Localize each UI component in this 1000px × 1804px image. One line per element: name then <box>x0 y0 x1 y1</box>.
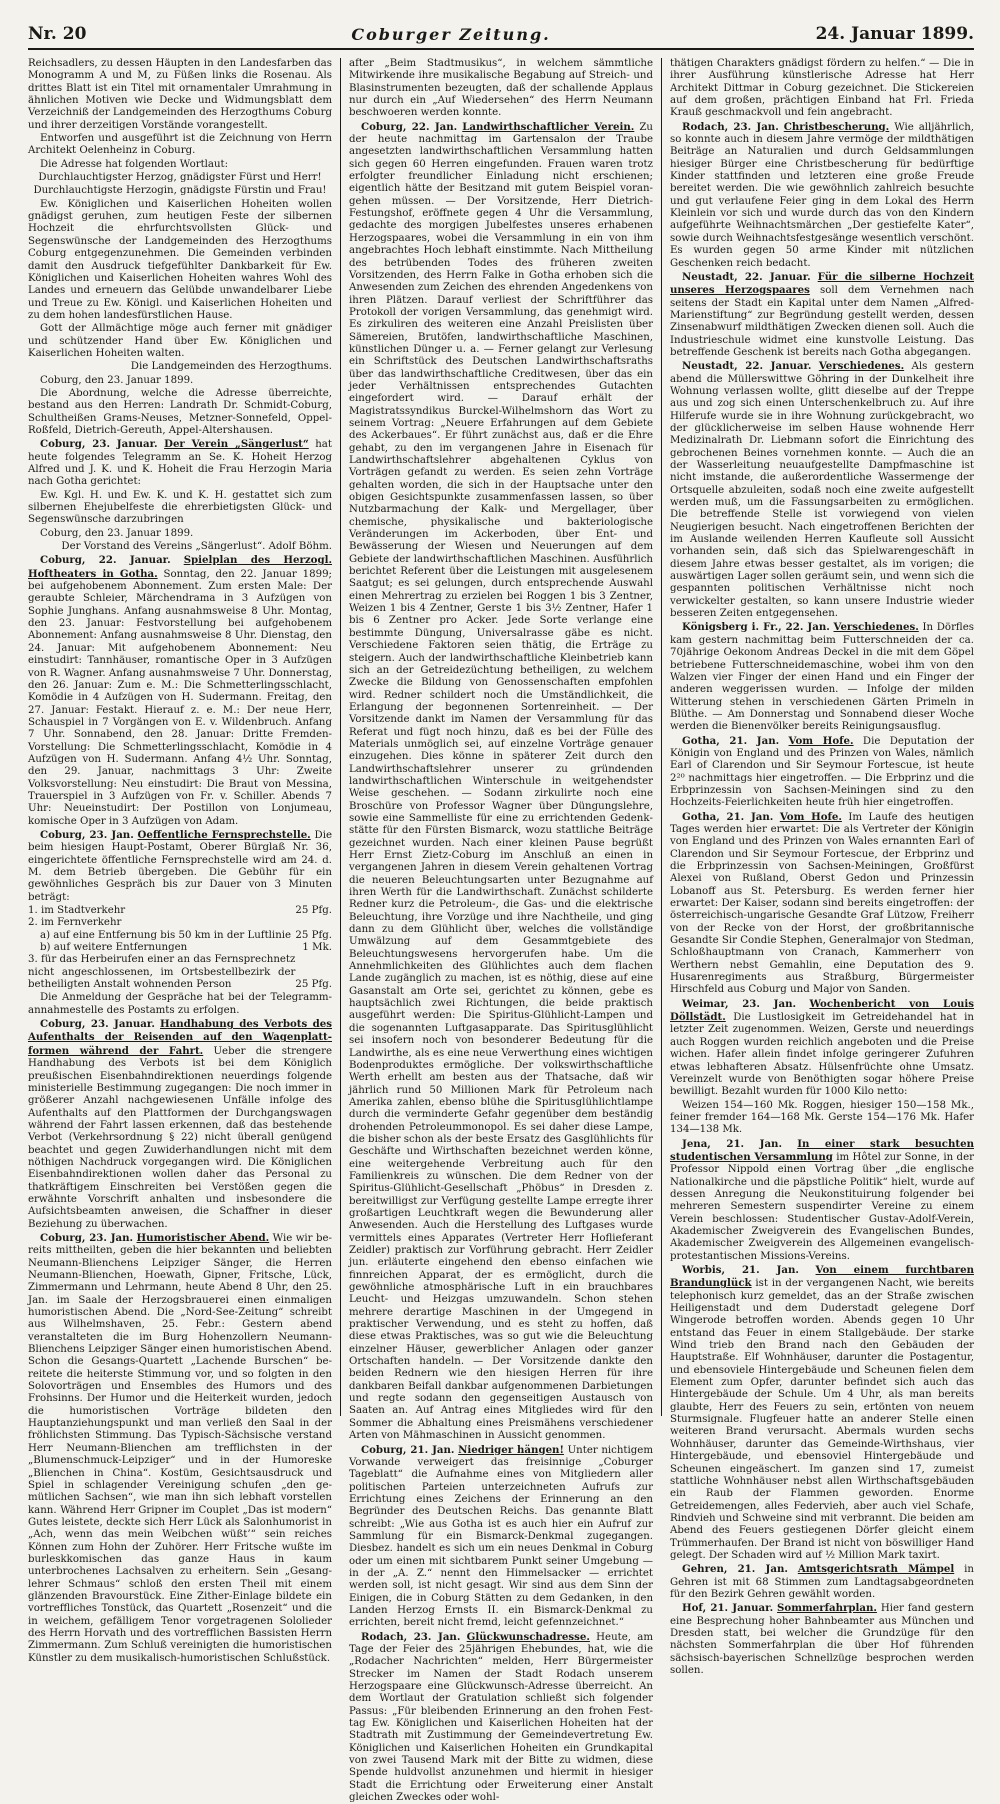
article-dateline: Coburg, 21. Jan. <box>361 1443 455 1456</box>
article-dateline: Rodach, 23. Jan. <box>682 120 779 133</box>
article <box>670 621 974 733</box>
article-dateline: Coburg, 23. Januar. <box>40 438 158 451</box>
article <box>670 998 974 1099</box>
article <box>670 1602 974 1677</box>
list-item: 3. für das Herbeirufen einer an das Fernsprechnetz nicht angeschlossenen, im Ortsbestellbezirk der betheiligten Anstalt wohnenden Person 25 Pfg. <box>28 954 332 991</box>
article-text: ist in der vergangenen Nacht, wie bereits telephonisch kurz gemeldet, das an der Straße zwischen Heiligenstadt und dem Duderstadt gelegene Dorf Wingerode betroffen worden. Abends gegen 10 Uhr entstand das Feuer in einem Stallgebäude. Der starke Wind trieb den Brand nach den Gebäuden der Hauptstraße. Elf Wohnhäuser, darunter die Postagentur, und ebensoviele Hintergebäude und Scheunen fielen dem Element zum Opfer, darunter befindet sich auch das Hintergebäude der Schule. Um 4 Uhr, als man bereits glaubte, Herr des Feuers zu sein, ertönten von neuem Sturmsignale. Flugfeuer hatte an anderer Stelle einen weiteren Brand verursacht. Abermals wurden sechs Wohnhäuser, darunter das Gemeinde-Wirthshaus, vier Hintergebäude, und ebensoviel Hintergebäude und Scheunen eingeäschert. Im ganzen sind 17, zumeist stattliche Wohnhäuser nebst allen Wirthschaftsgebäuden ein Raub der Flammen geworden. Enorme Getreidemengen, alles Federvieh, aber auch viel Schafe, Rindvieh und Schweine sind mit verbrannt. Die beiden am Abend des Feuers gestiegenen Dörfer gleicht einem Trümmerhaufen. Der Brand ist nicht von böswilliger Hand gelegt. Der Schaden wird auf ½ Million Mark taxirt. <box>670 1278 974 1561</box>
article-text: Unter nichtigem Vorwande verweigert das freisinnige „Coburger Tageblatt“ die Aufnahme eines von Mitgliedern aller politischen Parteien unterzeichneten Aufrufs zur Errichtung eines Zeichens der Erinnerung an den Begründer des Deutschen Reichs. Das genannte Blatt schreibt: „Wie aus Gotha ist es auch hier ein Aufruf zur Sammlung für ein Bismarck-Denkmal zugegangen. Diesbez. handelt es sich um ein neues Denkmal in Coburg oder um einen mit sichtbarem Punkt seiner Umgebung — in der „A. Z.“ nennt den Himmelsacker — errichtet werden soll, ist nicht gesagt. Wir sind aus dem Sinn der Einigen, die in Coburg Stätten zu dem Gedanken, in den Landen Herzog Ernsts II. ein Bismarck-Denkmal zu errichten, bereit nicht fremd, leicht gefennzeichnet.“ <box>349 1444 653 1629</box>
column-3 <box>661 58 975 1676</box>
signature: Der Vorstand des Vereins „Sängerlust“. Adolf Böhm. <box>61 541 332 553</box>
article-dateline: Worbis, 21. Jan. <box>682 1264 799 1276</box>
article <box>349 1631 653 1804</box>
article-text: Heute, am Tage der Feier des 25jährigen Ehebundes, hat, wie die „Rodacher Nachrichten“ melden, Herr Bürgermeister Strecker im Namen der Stadt Rodach unserem Herzogspaare eine Glückwunsch-Adresse überreicht. An dem Wortlaut der Gratulation schließt sich folgender Passus: „Für bleibenden Erinnerung an den frohen Festtag Ew. Königlichen und Kaiserlichen Hoheiten hat der Stadtrath mit Zustimmung der Gemeindevertretung Ew. Königlichen und Kaiserlichen Hoheiten ein Grundkapital von zwei Tausend Mark mit der Bitte zu widmen, diese Spende huldvollst anzunehmen und hiermit in hiesiger Stadt die Errichtung oder Erweiterung einer Anstalt gleichen Zweckes oder wohl- <box>349 1631 653 1804</box>
article-text: Entworfen und ausgeführt ist die Zeichnung von Herrn Architekt Oelenheinz in Coburg. <box>28 133 332 157</box>
article-text: Ueber die strengere Handhabung des Verbots ist bei dem Königlich preußischen Eisenbahndirektionen neuerdings folgende ministerielle Bestimmung zugegangen: Die noch immer in größerer Anzahl nachgewiesenen Unfälle infolge des Aufenthalts auf den Plattformen der Durchgangswagen während der Fahrt lassen erkennen, daß das bestehende Verbot (Verkehrsordnung § 22) nicht überall genügend beachtet und gegen Zuwiderhandlungen nicht mit dem nöthigen Nachdruck vorgegangen wird. Die Königlichen Eisenbahndirektionen wollen daher das Personal zu thatkräftigem Einschreiten bei Verstößen gegen die erwähnte Vorschrift anhalten und insbesondere die Aufsichtsbeamten anweisen, die Schaffner in dieser Beziehung zu überwachen. <box>28 1045 332 1230</box>
article-text: Sonntag, den 22. Januar 1899; bei aufgehobenem Abonnement. Zum ersten Male: Der geraubte Schleier, Märchendrama in 3 Aufzügen von Sophie Junghans. Anfang ausnahmsweise 8 Uhr. Montag, den 23. Januar: Festvorstellung bei aufgehobenem Abonnement: Anfang ausnahmsweise 8 Uhr. Dienstag, den 24. Januar: Mit aufgehobenem Abonnement: Neu einstudirt: Tannhäuser, romantische Oper in 3 Aufzügen von R. Wagner. Anfang ausnahmsweise 7 Uhr. Donnerstag, den 26. Januar: Zum e. M.: Die Schmetterlingsschlacht, Komödie in 4 Aufzügen von H. Sudermann. Freitag, den 27. Januar: Festakt. Hierauf z. e. M.: Der neue Herr, Schauspiel in 7 Vorgängen von E. v. Wildenbruch. Anfang 7 Uhr. Sonnabend, den 28. Januar: Dritte Fremden-Vorstellung: Die Schmetterlingsschlacht, Komödie in 4 Aufzügen von H. Sudermann. Anfang 4½ Uhr. Sonntag, den 29. Januar, nachmittags 3 Uhr: Zweite Volksvorstellung: Neu einstudirt: Die Braut von Messina, Trauerspiel in 3 Aufzügen von Fr. v. Schiller. Abends 7 Uhr: Neueinstudirt: Der Postillon von Lonjumeau, komische Oper in 3 Aufzügen von Adam. <box>28 568 332 827</box>
article-text: Die Deputation der Königin von England und des Prinzen von Wales, nämlich Earl of Clarendon und Sir Seymour Fortescue, ist heute 2²⁰ nachmittags hier eingetroffen. — Die Erbprinz und die Erbprinzessin von Sachsen-Meiningen sind zu den Hochzeits-Feierlichkeiten heute früh hier eingetroffen. <box>670 735 974 809</box>
article <box>28 438 332 488</box>
masthead <box>28 14 974 50</box>
article <box>349 1444 653 1630</box>
article-heading: Christbescherung. <box>783 120 890 133</box>
article-text: Reichsadlers, zu dessen Häupten in den Landesfarben das Monogramm A und M, zu Füßen links die Rosenau. Als drittes Blatt ist ein Titel mit ornamentaler Umrahmung in ähnlichen Motiven wie Decke und Widmungsblatt dem Verzeichniß der Landgemeinden des Herzogthums Coburg und ihrer derzeitigen Vorstände vorangestellt. <box>28 58 332 131</box>
article-dateline: Rodach, 23. Jan. <box>361 1630 461 1643</box>
article-dateline: Neustadt, 22. Januar. <box>682 270 811 283</box>
article-heading: In einer stark besuchten studentischen Versammlung <box>670 1137 974 1163</box>
list-item: a) auf eine Entfernung bis 50 km in der Luftlinie 25 Pfg. <box>40 929 332 941</box>
article-heading: Vom Hofe. <box>779 810 842 823</box>
article-text: Die Lustlosigkeit im Getreidehandel hat in letzter Zeit zugenommen. Weizen, Gerste und neuerdings auch Roggen wurden reichlich angeboten und die Preise wichen. Hafer allein findet infolge geringerer Zufuhren etwas lebhafteren Absatz. Hülsenfrüchte ohne Umsatz. Vereinzelt wurde von Benöthigten sogar höhere Preise bewilligt. Bezahlt wurden für 1000 Kilo netto: <box>670 1012 974 1098</box>
article-text: Zu der heute nachmittag im Gartensalon der Traube angesetzten landwirthschaftlichen Versammlung hatten sich gegen 60 Herren eingefunden. Frauen waren trotz erfolgter freundlicher Einladung nicht erschienen; eigentlich hätte der Besitzand mit gutem Beispiel vorangehen müssen. — Der Vorsitzende, Herr Dietrich-Festungshof, eröffnete gegen 4 Uhr die Versammlung, gedachte des morgigen Jubelfestes unseres erhabenen Herzogspaares, wobei die Versammlung in ein von ihm angebrachtes Hoch lebhaft einstimmte. Nach Mittheilung des betrübenden Todes des früheren zweiten Vorsitzenden, des Herrn Falke in Gotha erhoben sich die Anwesenden zum Zeichen des ehrenden Angedenkens von ihren Plätzen. Darauf verliest der Schriftführer das Protokoll der vorigen Versammlung, das genehmigt wird. Es zirkuliren des weiteren eine Anzahl Preislisten über Sämereien, Brutöfen, landwirthschaftliche Maschinen, künstlichen Dünger u. a. — Ferner gelangt zur Verlesung ein Schriftstück des Deutschen Landwirthschaftsraths über das landwirthschaftliche Creditwesen, über das ein jeder Verhältnissen entsprechendes Gutachten eingefordert wird. — Darauf erhält der Magistratssyndikus Burckel-Wilhelmshorn das Wort zu seinem Vortrag: „Neuere Erfahrungen auf dem Gebiete des Ackerbaues“. Er führt zunächst aus, daß er die Ehre gehabt, zu den im vergangenen Jahre in Eisenach für Landwirthschaftslehrer abgehaltenen Cyklus von Vorträgen gefandt zu werden. Es seien zehn Vorträge gehalten worden, die sich in der Hauptsache unter den obigen Gesichtspunkte zusammenfassen lassen, so über Nutzbarmachung der Kalk- und Mergellager, über chemische, physikalische und bakteriologische Veränderungen im Ackerboden, über Ent- und Bewässerung der Wiesen und Neuerungen auf dem Gebiete der landwirthschaftlichen Maschinen. Ausführlich berichtet Referent über die Leistungen mit ausgelesenem Saatgut; es sei gelungen, durch entsprechende Auswahl einen Mehrertrag zu erzielen bei Roggen 1 bis 3 Zentner, Weizen 1 bis 4 Zentner, Gerste 1 bis 3½ Zentner, Hafer 1 bis 6 Zentner pro Acker. Jede Sorte verlange eine bestimmte Düngung, Universalrasse gäbe es nicht. Verschiedene Faktoren seien thätig, die Erträge zu steigern. Auch der landwirthschaftliche Kleinbetrieb kann sich an der Getreidezüchtung betheiligen, zu welchem Zwecke die Bildung von Genossenschaften empfohlen wird. Redner schildert noch die Umständlichkeit, die Erlangung der begonnenen Sortenreinheit. — Der Vorsitzende dankt im Namen der Versammlung für das Referat und fügt noch hinzu, daß es bei der Fülle des Materials unmöglich sei, auf einzelne Vorträge genauer einzugehen. Dies könne in späterer Zeit durch den Landwirthschaftslehrer unserer zu gründenden landwirthschaftlichen Winterschule in weitgehendster Weise geschehen. — Sodann zirkulirte noch eine Broschüre von Professor Wagner über Düngungslehre, sowie eine Sammelliste für eine zu errichtenden Gedenkstätte für den Fürsten Bismarck, wozu stattliche Beiträge gezeichnet wurden. Nach einer kleinen Pause begrüßt Herr Ernst Zietz-Coburg im Anschluß an einen in vergangenen Jahren in diesem Verein gehaltenen Vortrag die neueren Beleuchtungsarten unter Bezugnahme auf ihren Werth für die Landwirthschaft. Zunächst schilderte Redner kurz die Petroleum-, die Gas- und die elektrische Beleuchtung, ihre Vorzüge und ihre Nachtheile, und ging dann zu dem Glühlicht über, welches die vollständige Umwälzung auf dem Gesammtgebiete des Beleuchtungswesens hervorgerufen habe. Um die Annehmlichkeiten des Glühlichtes auch dem flachen Lande zugänglich zu machen, ist es nöthig, diese auf eine Gasanstalt am Orte sei, gerichtet zu können, gebe es hauptsächlich zwei Richtungen, die beide praktisch ausgeführt werden: Die Spiritus-Glühlicht-Lampen und die sogenannten Luftgasapparate. Das Spiritusglühlicht sei insofern noch von besonderer Bedeutung für die Landwirthe, als es eine neue Verwerthung eines wichtigen Bodenproduktes ermögliche. Der volkswirthschaftliche Werth erhellt am besten aus der Thatsache, daß wir jährlich rund 50 Millionen Mark für Petroleum nach Amerika zahlen, ebenso blühe die Spiritusglühlichtlampe durch die verminderte Gefahr gegenüber dem beständig drohenden Petroleummonopol. Es sei daher diese Lampe, die bisher schon als der beste Ersatz des Gasglühlichts für Geschäfte und Wirthschaften bezeichnet werden könne, eine weitergehende Verbreitung auch für den Familienkreis zu wünschen. Die dem Redner von der Spiritus-Glühlicht-Gesellschaft „Phöbus“ in Dresden z. bereitwilligst zur Verfügung gestellte Lampe erregte ihrer großartigen Leuchtkraft wegen die Bewunderung aller Anwesenden. Auch die Herstellung des Luftgases wurde vermittels eines Apparates (Vertreter Herr Hoflieferant Zeidler) praktisch zur Vorführung gebracht. Herr Zeidler jun. erläuterte eingehend den ebenso einfachen wie finnreichen Apparat, der es ermöglicht, durch die gewöhnliche atmosphärische Luft in ein brauchbares Leucht- und Heizgas umzuwandeln. Schon stehen mehrere derartige Maschinen in der Umgegend in praktischer Verwendung, und es steht zu hoffen, daß diese etwas Praktisches, was so gut wie die Beleuchtung einzelner Häuser, gewerblicher Anlagen oder ganzer Ortschaften handeln. — Der Vorsitzende dankte den beiden Rednern wie den hiesigen Herren für ihre dankbaren Beifall dankbar aufgenommenen Darbietungen und regte sodann den gegenseitigen Austausch von Saaten an. Auf Antrag eines Mitgliedes wird für den Sommer die Abhaltung eines Preismähens verschiedener Arten von Mähmaschinen in Aussicht genommen. <box>349 121 653 1442</box>
article-dateline: Coburg, 22. Januar. <box>40 554 171 567</box>
article <box>670 811 974 997</box>
price-list: Weizen 154—160 Mk. Roggen, hiesiger 150—158 Mk., feiner fremder 164—168 Mk. Gerste 154—176 Mk. Hafer 134—138 Mk. <box>670 1099 974 1136</box>
article-text: Wie alljährlich, so konnte auch in diesem Jahre vermöge der mildthätigen Beiträge an Naturalien und durch Geldsammlungen hiesiger Bürger eine Christbescherung für bedürftige Kinder stattfinden und letzteren eine große Freude bereitet werden. Die wie gewöhnlich zahlreich besuchte und gut verlaufene Feier ging in dem Lokal des Herrn Kleinlein vor sich und wurde durch das von den Kindern aufgeführte Weihnachtsmärchen „Der gestiefelte Kater“, sowie durch Weihnachtsfestgesänge wesentlich verschönt. Es wurden gegen 50 arme Kinder mit nützlichen Geschenken reich bedacht. <box>670 121 974 269</box>
signature: Die Landgemeinden des Herzogthums. <box>130 361 332 373</box>
column-2 <box>340 58 653 1804</box>
issue-number: Nr. 20 <box>28 24 87 44</box>
article <box>28 1018 332 1231</box>
article-dateline: Gotha, 21. Jan. <box>682 734 780 747</box>
article-heading: Wochenbericht von Louis Döllstädt. <box>670 997 974 1024</box>
article <box>670 1563 974 1601</box>
article-heading: Oeffentliche Fernsprechstelle. <box>137 828 311 841</box>
newspaper-title: Coburger Zeitung. <box>351 25 551 44</box>
article-heading: Verschiedenes. <box>818 360 905 373</box>
article-dateline: Coburg, 23. Jan. <box>40 1231 134 1244</box>
article <box>28 1232 332 1665</box>
list-item: b) auf weitere Entfernungen 1 Mk. <box>40 942 332 954</box>
article-dateline: Gehren, 21. Jan. <box>682 1563 788 1576</box>
article <box>670 271 974 359</box>
article-dateline: Gotha, 21. Jan. <box>682 810 774 823</box>
dateline: Coburg, den 23. Januar 1899. <box>40 527 194 539</box>
article <box>28 829 332 904</box>
article-heading: Vom Hofe. <box>788 734 854 747</box>
article-text: Als gestern abend die Müllerswittwe Göhring in der Dunkelheit ihre Wohnung verlassen wollte, glitt dieselbe auf der Treppe aus und zog sich einen Unterschenkelbruch zu. Auf ihre Hilferufe wurde sie in ihre Wohnung zurückgebracht, wo der glücklicherweise im selben Hause wohnende Herr Medizinalrath Dr. Liebmann sofort die Einrichtung des gebrochenen Beines vornehmen konnte. — Auch die an der Wasserleitung neuaufgestellte Dampfmaschine ist nicht imstande, die außerordentliche Wassermenge der Ortsquelle abzuleiten, sodaß noch eine zweite aufgestellt werden muß, um die Fassungsarbeiten zu ermöglichen. Die betreffende Stelle ist vorwiegend von vielen Neugierigen besucht. Nach eingetroffenen Berichten der im Auslande weilenden Herren Kaufleute soll Aussicht vorhanden sein, daß sich das Spielwarengeschäft in diesem Jahre etwas besser gestaltet, als im vorigen; die auswärtigen Lager sollen geräumt sein, und wenn sich die gespannten politischen Verhältnisse nicht noch verwickelter gestalten, so kann unsere Industrie wieder besseren Zeiten entgegensehen. <box>670 361 975 620</box>
list-item: 1. im Stadtverkehr 25 Pfg. <box>28 905 332 917</box>
salutation: Durchlauchtigster Herzog, gnädigster Fürst und Herr! <box>38 172 322 184</box>
article <box>670 735 974 810</box>
article-heading: Humoristischer Abend. <box>136 1231 270 1244</box>
article-heading: Für die silberne Hochzeit unseres Herzogspaares <box>670 270 974 297</box>
article-heading: Amtsgerichtsrath Mämpel <box>797 1563 955 1576</box>
article-heading: Niedriger hängen! <box>458 1443 564 1456</box>
article-text: hat heute folgendes Telegramm an Se. K. Hoheit Herzog Alfred und J. K. und K. Hoheit die Frau Herzogin Maria nach Gotha gerichtet: <box>28 439 332 488</box>
article <box>670 360 974 620</box>
list-item: 2. im Fernverkehr <box>28 917 122 929</box>
article-text: Hier fand gestern eine Besprechung hoher Bahnbeamter aus München und Dresden statt, bei welcher die Grundzüge für den nächsten Sommerfahrplan die über Hof führenden sächsisch-bayerischen Schnellzüge besprochen werden sollen. <box>670 1603 974 1676</box>
dateline: Coburg, den 23. Januar 1899. <box>40 374 194 386</box>
article-text: Ew. Königlichen und Kaiserlichen Hoheiten wollen gnädigst geruhen, zum heutigen Feste der silbernen Hochzeit die ehrfurchtsvollsten Glück- und Segenswünsche der Landgemeinden des Herzogthums Coburg entgegenzunehmen. Die Gemeinden verbinden damit den Ausdruck tiefgefühlter Dankbarkeit für Ew. Königlichen und Kaiserlichen Hoheiten wahres Wohl des Landes und erneuern das Gelübde unwandelbarer Liebe und Treue zu Ew. Königl. und Kaiserlichen Hoheiten und zu dem hohen landesfürstlichen Hause. <box>28 198 332 321</box>
article-dateline: Hof, 21. Januar. <box>682 1602 774 1615</box>
article-text: Die beim hiesigen Haupt-Postamt, Oberer Bürglaß Nr. 36, eingerichtete öffentliche Fernsprechstelle wird am 24. d. M. dem Betrieb übergeben. Die Gebühr für ein gewöhnliches Gespräch bis zur Dauer von 3 Minuten beträgt: <box>28 829 332 903</box>
article-text: thätigen Charakters gnädigst fördern zu helfen.“ — Die in ihrer Ausführung künstlerische Adresse hat Herr Architekt Dittmar in Coburg gezeichnet. Die Stickereien auf dem großen, prächtigen Einband hat Frl. Frieda Krauß geschmackvoll und fein angebracht. <box>670 58 974 119</box>
article-dateline: Königsberg i. Fr., 22. Jan. <box>682 621 830 634</box>
article <box>670 1264 974 1562</box>
article-heading: Landwirthschaftlicher Verein. <box>462 120 635 133</box>
article-heading: Sommerfahrplan. <box>777 1602 877 1615</box>
issue-date: 24. Januar 1899. <box>815 24 974 44</box>
article-text: Die Adresse hat folgenden Wortlaut: <box>40 158 229 170</box>
article-text: after „Beim Stadtmusikus“, in welchem sämmtliche Mitwirkende ihre musikalische Begabung auf Streich- und Blasinstrumenten bezeugten, daß der schallende Applaus nur durch ein „Auf Wiedersehen“ des Herrn Neumann beschwoeren werden konnte. <box>349 58 653 119</box>
salutation: Durchlauchtigste Herzogin, gnädigste Fürstin und Frau! <box>33 185 327 197</box>
article-dateline: Coburg, 23. Januar. <box>40 1018 155 1031</box>
article <box>349 121 653 1443</box>
article-dateline: Weimar, 23. Jan. <box>682 997 797 1010</box>
article-text: in Gehren ist mit 68 Stimmen zum Landtagsabgeordneten für den Bezirk Gehren gewählt worden. <box>670 1564 974 1600</box>
column-1 <box>28 58 332 1664</box>
fee-list <box>28 905 332 991</box>
article-dateline: Neustadt, 22. Januar. <box>682 360 812 373</box>
article-text: Ew. Kgl. H. und Ew. K. und K. H. gestattet sich zum silbernen Ehejubelfeste die ehrerbietigsten Glück- und Segenswünsche darzubringen <box>28 489 332 526</box>
article-dateline: Jena, 21. Jan. <box>682 1137 782 1150</box>
article-text: In Dörfles kam gestern nachmittag beim Futterschneiden der ca. 70jährige Oekonom Andreas Deckel in die mit dem Göpel betriebene Futterschneidemaschine, wobei ihm von den Walzen vier Finger der einen Hand und ein Finger der anderen weggerissen wurden. — Infolge der milden Witterung stehen in verschiedenen Gärten Primeln in Blüthe. — Am Donnerstag und Sonnabend dieser Woche werden die Bienenvölker bereits Reinigungsausflug. <box>670 622 974 733</box>
article <box>670 1138 974 1263</box>
article-heading: Verschiedenes. <box>833 621 919 634</box>
article-heading: Handhabung des Verbots des Aufenthalts der Reisenden auf den Wagenplattformen während der Fahrt. <box>28 1018 332 1057</box>
article-text: Die Abordnung, welche die Adresse überreichte, bestand aus den Herren: Landrath Dr. Schmidt-Coburg, Schultheißen Grams-Neuses, Metzner-Sonnefeld, Oppel-Roßfeld, Dietrich-Gereuth, Appel-Altershausen. <box>28 387 332 436</box>
article-heading: Der Verein „Sängerlust“ <box>164 438 309 451</box>
article-dateline: Coburg, 23. Jan. <box>40 828 134 841</box>
article-text: soll dem Vernehmen nach seitens der Stadt ein Kapital unter dem Namen „Alfred-Marienstiftung“ zur Begründung gestellt werden, dessen Zinsenabwurf mildthätigen Zwecken dienen soll. Auch die Industrieschule widmet eine kunstvolle Leistung. Das betreffende Geschenk ist bereits nach Gotha abgegangen. <box>670 285 974 358</box>
article-heading: Spielplan des Herzogl. Hoftheaters in Gotha. <box>28 554 332 580</box>
article-text: Im Laufe des heutigen Tages werden hier erwartet: Die als Vertreter der Königin von England und des Prinzen von Wales ernannten Earl of Clarendon und Sir Seymour Fortescue, der Erbprinz und die Erbprinzessin von Sachsen-Meiningen, Großfürst Alexei von Rußland, Oberst Gedon und Prinzessin Lobanoff aus St. Petersburg. Es werden ferner hier erwartet: Der Kaiser, sodann sind bereits eingetroffen: der österreichisch-ungarische Gesandte Graf Lützow, Freiherr von der Recke von der Horst, der großbritannische Gesandte Sir Condie Stephen, Generalmajor von Stedman, Schloßhauptmann von Cranach, Kammerherr von Werthern nebst Gemahlin, eine Deputation des 9. Husarenregiments aus Straßburg, Bürgermeister Hirschfeld aus Coburg und Major von Sanden. <box>670 811 974 996</box>
article-text: Wie wir bereits mittheilten, geben die hier bekannten und beliebten Neumann-Blienchens Leipziger Sänger, die Herren Neumann-Blienchen, Hoewath, Gipner, Fritsche, Lück, Zimmermann und Lehrmann, heute Abend 8 Uhr, den 25. Jan. im Saale der Herzogsbrauerei einen einmaligen humoristischen Abend. Die „Nord-See-Zeitung“ schreibt aus Wilhelmshaven, 25. Febr.: Gestern abend veranstalteten die im Burg Hohenzollern Neumann-Blienchens Leipziger Sänger einen humoristischen Abend. Schon die Gesangs-Quartett „Lachende Burschen“ bereitete die heiterste Stimmung vor, und so folgten in den Solovorträgen und Ensembles des Humors und des Frohsinns. Der Humor und die Heiterkeit wurden, jedoch die humoristischen Vorträge bildeten den Hauptanziehungspunkt und man verließ den Saal in der fröhlichsten Stimmung. Das Typisch-Sächsische verstand Herr Neumann-Blienchen am trefflichsten in der „Blumenschmuck-Leipziger“ und in der Humoreske „Blienchen in China“. Kostüm, Gesichtsausdruck und Spiel in schlagender Vereinigung schufen „den gemütlichen Sachsen“, wie man ihn sich lebhaft vorstellen kann. Während Herr Gripner im Couplet „Das ist modern“ Gutes leistete, deckte sich Herr Lück als Salonhumorist in „Ach, wenn das mein Weibchen wüßt’“ sein reiches Können zum Hohn der Zuhörer. Herr Fritsche wußte im burleskkomischen das ganze Haus in kaum unterbrochenes Lachsalven zu erheitern. Sein „Gesanglehrer Schmaus“ schloß den ersten Theil mit einem glänzenden Bravourstück. Eine Zither-Einlage bildete ein vortreffliches Tonstück, das Quartett „Rosenzeit“ und die in weichem, gefälligem Tenor vorgetragenen Sololieder des Herrn Horvath und des vortrefflichen Bassisten Herrn Zimmermann. Zum Schluß vereinigten die humoristischen Künstler zu dem musikalisch-humoristischen Schlußstück. <box>28 1232 332 1664</box>
article-text: im Hôtel zur Sonne, in der Professor Nippold einen Vortrag über „die englische Nationalkirche und die päpstliche Politik“ hielt, wurde auf dessen Anregung die Neukonstituirung folgender bei mehreren Semestern suspendirter Vereine zu einem Verein beschlossen: Studentischer Gustav-Adolf-Verein, Akademischer Zweigverein des Evangelischen Bundes, Akademischer Zweigverein des Allgemeinen evangelisch-protestantischen Missions-Vereins. <box>670 1151 974 1262</box>
article <box>28 554 332 828</box>
article-dateline: Coburg, 22. Jan. <box>361 120 458 133</box>
article <box>670 121 974 270</box>
article-text: Gott der Allmächtige möge auch ferner mit gnädiger und schützender Hand über Ew. Königlichen und Kaiserlichen Hoheiten walten. <box>28 323 332 359</box>
article-heading: Glückwunschadresse. <box>466 1630 590 1643</box>
article-heading: Von einem furchtbaren Brandunglück <box>670 1264 974 1290</box>
article-text: Die Anmeldung der Gespräche hat bei der Telegrammannahmestelle des Postamts zu erfolgen. <box>28 992 332 1016</box>
